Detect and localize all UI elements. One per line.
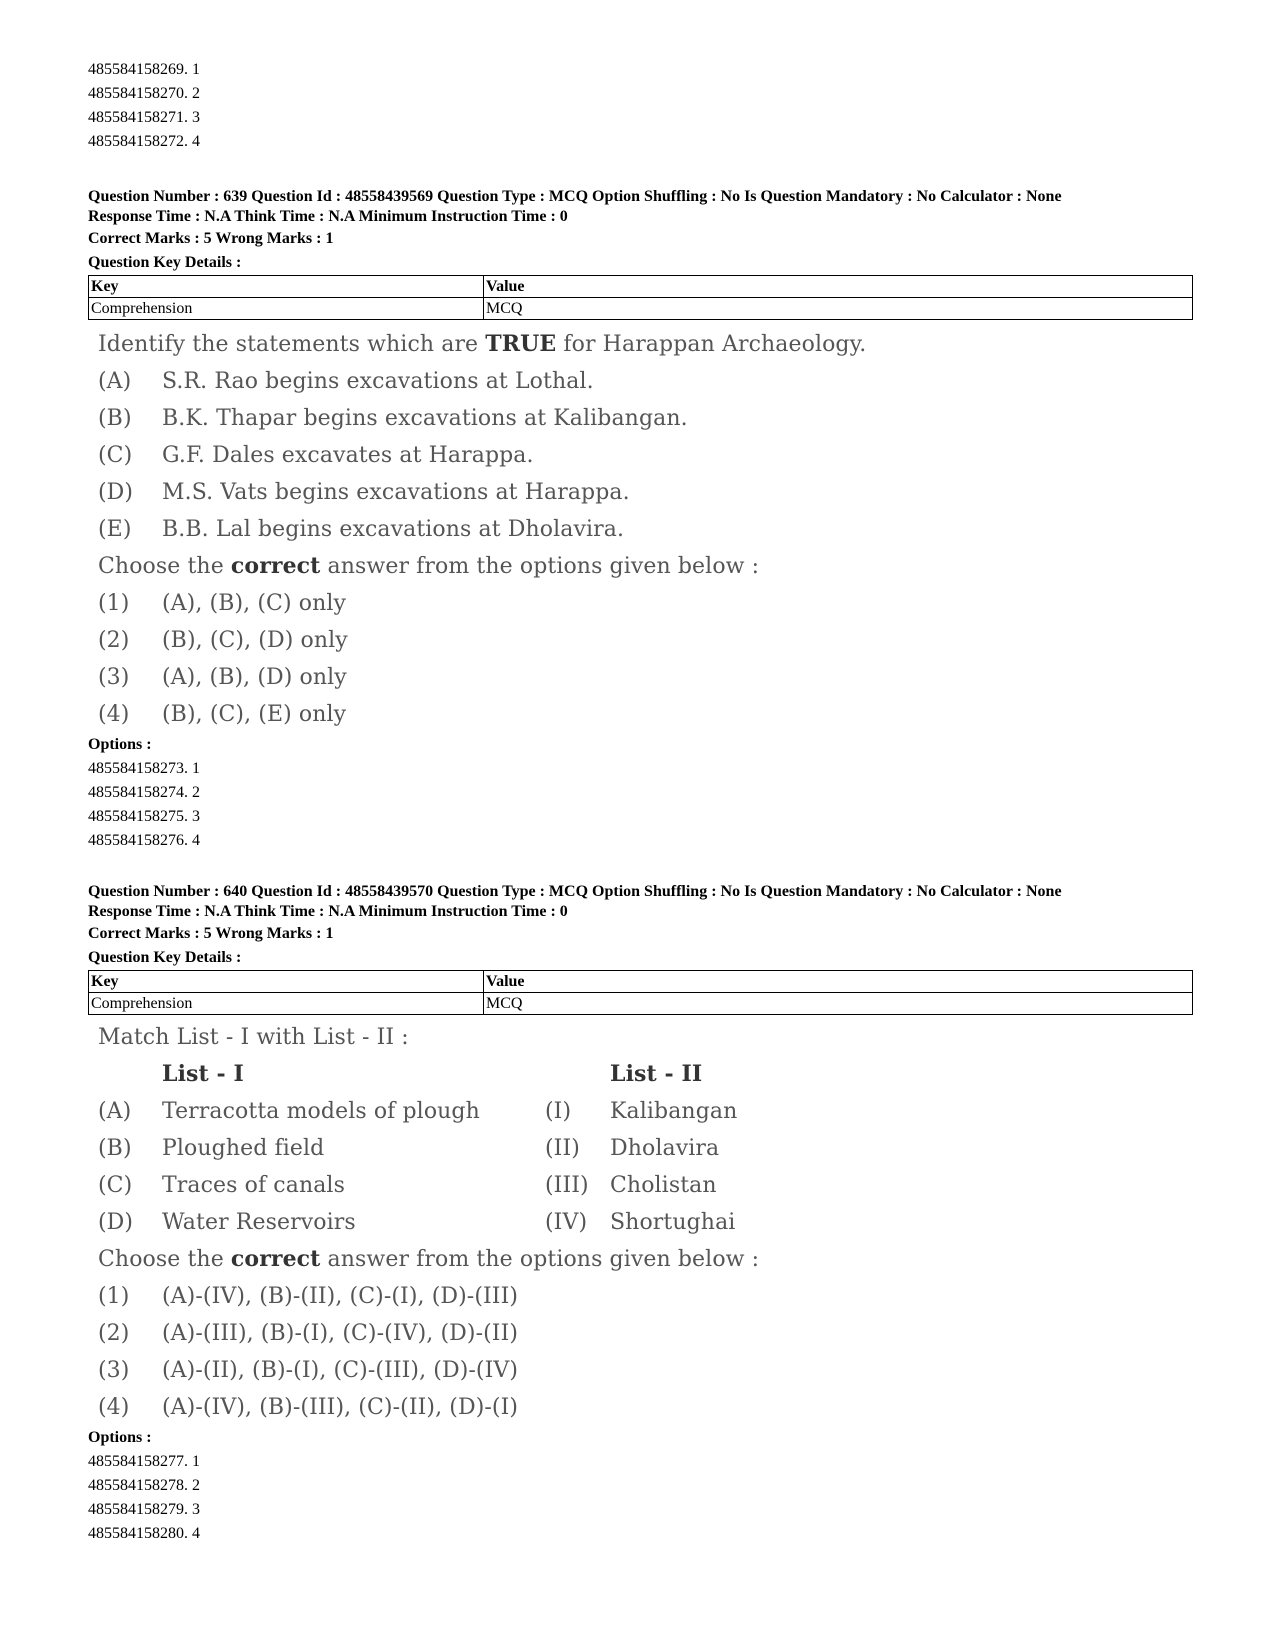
table-cell-value: MCQ [484,993,1193,1015]
option-line: 485584158274. 2 [88,784,200,801]
option-line: 485584158277. 1 [88,1453,200,1470]
statement-item: (E) B.B. Lal begins excavations at Dholavira. [98,517,625,542]
answer-choice: (1) (A)-(IV), (B)-(II), (C)-(I), (D)-(III) [98,1284,519,1309]
document-page [88,58,1188,1546]
match-pair: (B) Ploughed field (II) Dholavira [98,1136,720,1161]
answer-choice: (1) (A), (B), (C) only [98,591,347,616]
statement-item: (C) G.F. Dales excavates at Harappa. [98,443,534,468]
table-header-key: Key [89,276,484,298]
table-header-key: Key [89,971,484,993]
answer-choice: (4) (B), (C), (E) only [98,702,347,727]
options-label: Options : [88,736,152,753]
choose-instruction: Choose the correct answer from the options given below : [98,1246,760,1272]
list1-heading: List - I [162,1061,244,1087]
answer-choice: (3) (A)-(II), (B)-(I), (C)-(III), (D)-(IV) [98,1358,519,1383]
statement-item: (B) B.K. Thapar begins excavations at Kalibangan. [98,406,688,431]
question-header-line2: Response Time : N.A Think Time : N.A Minimum Instruction Time : 0 [88,903,568,920]
previous-options-list [88,58,1188,154]
option-line: 485584158273. 1 [88,760,200,777]
question-image-639 [88,326,1188,733]
table-cell-key: Comprehension [89,993,484,1015]
option-line: 485584158269. 1 [88,61,200,78]
question-header-line1: Question Number : 640 Question Id : 48558439570 Question Type : MCQ Option Shuffling : No Is Question Mandatory : No Calculator : None [88,883,1062,900]
answer-choice: (4) (A)-(IV), (B)-(III), (C)-(II), (D)-(I) [98,1395,519,1420]
answer-choice: (3) (A), (B), (D) only [98,665,347,690]
question-header-line2: Response Time : N.A Think Time : N.A Minimum Instruction Time : 0 [88,208,568,225]
key-details-label: Question Key Details : [88,254,242,271]
match-pair: (D) Water Reservoirs (IV) Shortughai [98,1210,736,1235]
option-line: 485584158278. 2 [88,1477,200,1494]
option-line: 485584158272. 4 [88,133,200,150]
question-block-639 [88,187,1188,853]
option-line: 485584158279. 3 [88,1501,200,1518]
option-line: 485584158271. 3 [88,109,200,126]
key-details-label: Question Key Details : [88,949,242,966]
question-block-640 [88,882,1188,1546]
question-marks: Correct Marks : 5 Wrong Marks : 1 [88,925,334,942]
option-line: 485584158275. 3 [88,808,200,825]
match-pair: (A) Terracotta models of plough (I) Kalibangan [98,1099,738,1124]
answer-choice: (2) (B), (C), (D) only [98,628,348,653]
question-stem: Match List - I with List - II : [98,1025,409,1050]
table-cell-key: Comprehension [89,298,484,320]
match-pair: (C) Traces of canals (III) Cholistan [98,1173,717,1198]
option-line: 485584158276. 4 [88,832,200,849]
question-marks: Correct Marks : 5 Wrong Marks : 1 [88,230,334,247]
key-details-table [88,275,1193,320]
choose-instruction: Choose the correct answer from the options given below : [98,553,760,579]
table-cell-value: MCQ [484,298,1193,320]
answer-choice: (2) (A)-(III), (B)-(I), (C)-(IV), (D)-(II) [98,1321,519,1346]
option-line: 485584158270. 2 [88,85,200,102]
table-header-value: Value [484,276,1193,298]
list-headings [88,1056,1188,1093]
statement-item: (A) S.R. Rao begins excavations at Lothal. [98,369,594,394]
table-header-value: Value [484,971,1193,993]
options-label: Options : [88,1429,152,1446]
option-line: 485584158280. 4 [88,1525,200,1542]
key-details-table [88,970,1193,1015]
question-header-line1: Question Number : 639 Question Id : 48558439569 Question Type : MCQ Option Shuffling : No Is Question Mandatory : No Calculator : None [88,188,1062,205]
question-image-640 [88,1019,1188,1426]
statement-item: (D) M.S. Vats begins excavations at Harappa. [98,480,630,505]
question-stem: Identify the statements which are TRUE for Harappan Archaeology. [98,331,867,357]
list2-heading: List - II [610,1061,703,1087]
